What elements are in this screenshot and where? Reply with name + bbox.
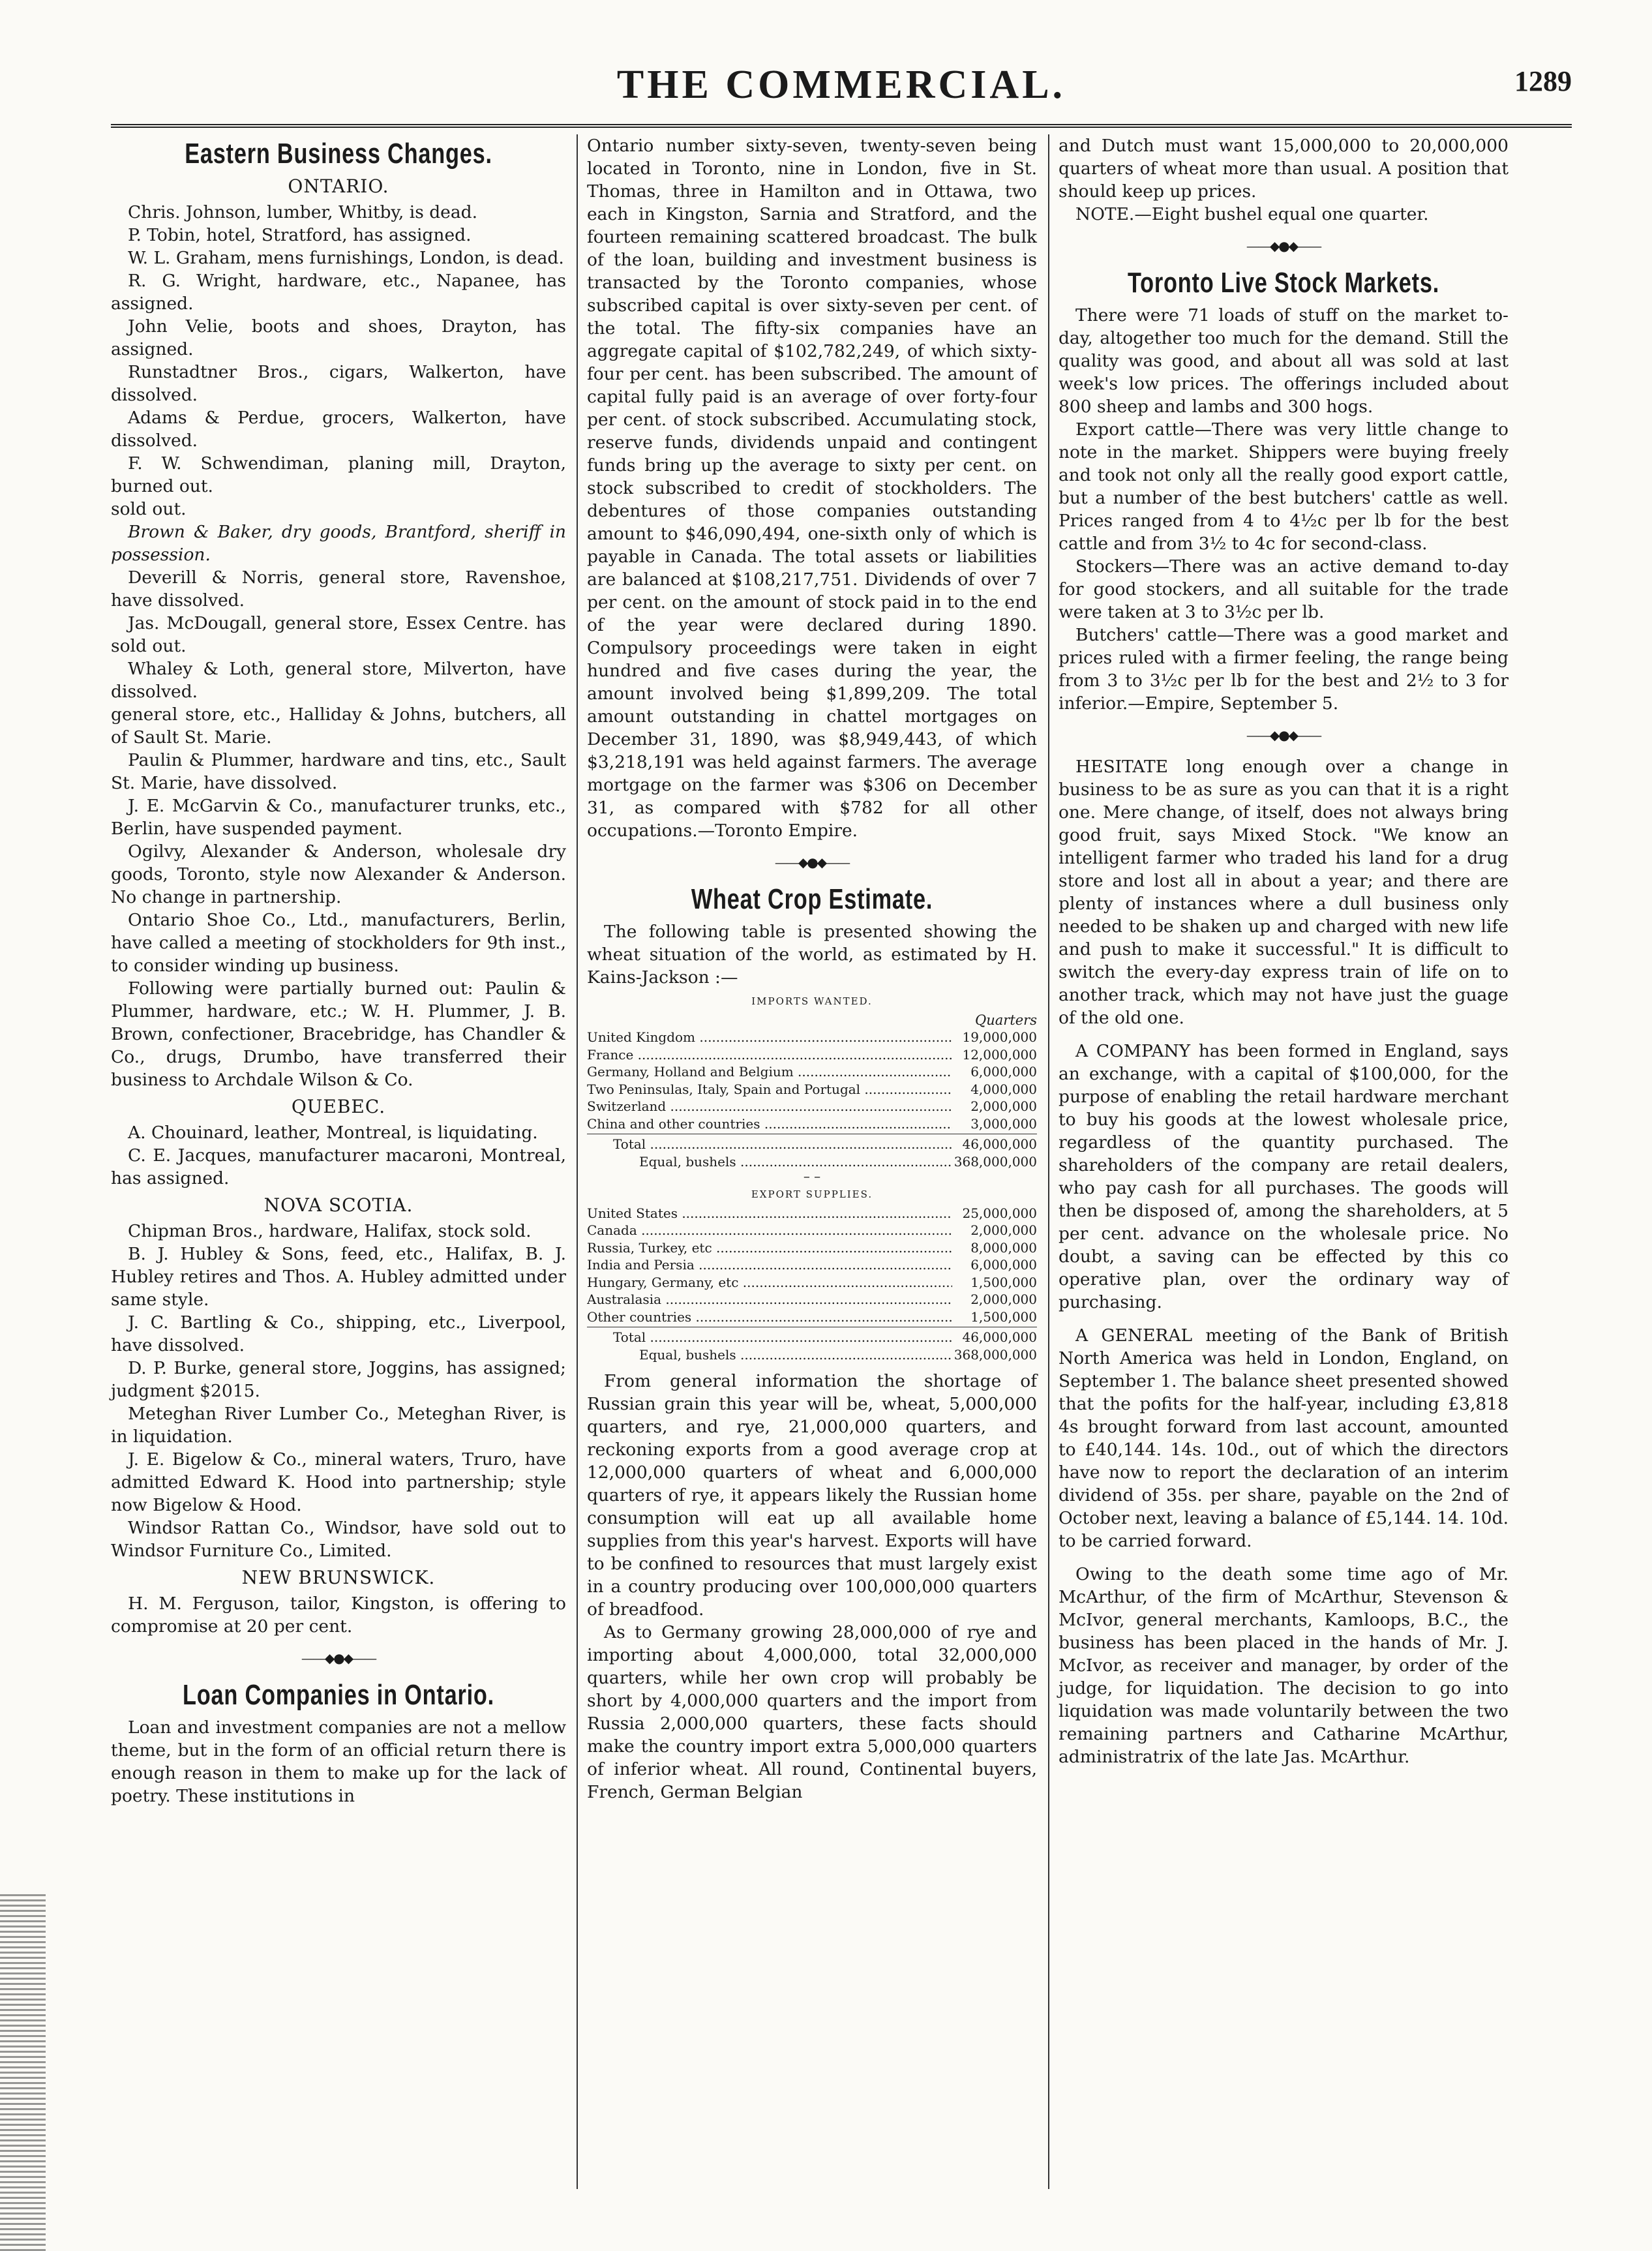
note: NOTE.—Eight bushel equal one quarter. (1075, 204, 1429, 224)
table-row: Germany, Holland and Belgium ..... 6,000,000 (587, 1063, 1037, 1081)
notice: F. W. Schwendiman, planing mill, Drayton, burned out. (111, 453, 566, 496)
subheading-quebec: QUEBEC. (291, 1096, 386, 1117)
notice: Chipman Bros., hardware, Halifax, stock sold. (128, 1221, 532, 1241)
article-paragraph: A COMPANY has been formed in England, says an exchange, with a capital of $100,000, for the purpose of enabling the retail hardware merchant to buy his goods at the lowest wholesale price, regardless of the quantity purchased. The shareholders of the company are retail dealers, who pay cash for all purchases. The goods will then be disposed of, among the shareholders, at 5 per cent. advance on the wholesale price. No doubt, a saving can be effected by this co operative plan, over the ordinary way of purchasing. (1059, 1041, 1509, 1312)
notice: Meteghan River Lumber Co., Meteghan River, is in liquidation. (111, 1404, 566, 1447)
column-divider (577, 134, 578, 2189)
table-row: United States ..... 25,000,000 (587, 1205, 1037, 1222)
section-ornament: ——◆●◆—— (1246, 727, 1321, 743)
table-title-imports: IMPORTS WANTED. (751, 995, 873, 1007)
notice: P. Tobin, hotel, Stratford, has assigned. (128, 225, 472, 245)
notice: John Velie, boots and shoes, Drayton, has assigned. (111, 316, 566, 359)
article-paragraph: From general information the shortage of Russian grain this year will be, wheat, 5,000,000 quarters, and rye, 21,000,000 quarters, and reckoning exports from a good average crop at 12,000,000 quarters of wheat and 6,000,000 quarters of rye, it appears likely the Russian home consumption will eat up all available home supplies from this year's harvest. Exports will have to be confined to resources that must largely exist in a country producing over 100,000,000 quarters of breadfood. (587, 1371, 1037, 1620)
article-paragraph: A GENERAL meeting of the Bank of British North America was held in London, England, on September 1. The balance sheet presented showed that the pofits for the half-year, including £3,818 4s brought forward from last account, amounted to £40,144. 14s. 10d., out of which the directors have now to report the declaration of an interim dividend of 35s. per share, payable on the 2nd of October next, leaving a balance of £5,144. 14. 10d. to be carried forward. (1059, 1325, 1509, 1551)
notice: general store, etc., Halliday & Johns, butchers, all of Sault St. Marie. (111, 704, 566, 748)
table-bushels-row: Equal, bushels ..... 368,000,000 (587, 1153, 1037, 1171)
notice: B. J. Hubley & Sons, feed, etc., Halifax, B. J. Hubley retires and Thos. A. Hubley admitted under same style. (111, 1244, 566, 1310)
notice: sold out. (111, 499, 187, 519)
table-row: United Kingdom ..... 19,000,000 (587, 1029, 1037, 1046)
article-paragraph: Butchers' cattle—There was a good market and prices ruled with a firmer feeling, the range being from 3 to 3½c per lb for the best and 2½ to 3 for inferior.—Empire, September 5. (1059, 625, 1509, 714)
notice: Ogilvy, Alexander & Anderson, wholesale dry goods, Toronto, style now Alexander & Anderson. No change in partnership. (111, 841, 566, 907)
table-bushels-row: Equal, bushels ..... 368,000,000 (587, 1346, 1037, 1364)
notice: W. L. Graham, mens furnishings, London, is dead. (128, 248, 564, 268)
notice: A. Chouinard, leather, Montreal, is liquidating. (128, 1123, 538, 1143)
article-paragraph: Stockers—There was an active demand to-day for good stockers, and all suitable for the trade were taken at 3 to 3½c per lb. (1059, 556, 1509, 622)
notice: J. C. Bartling & Co., shipping, etc., Liverpool, have dissolved. (111, 1312, 566, 1355)
table-row: China and other countries ..... 3,000,000 (587, 1115, 1037, 1133)
masthead (111, 62, 1572, 114)
notice: Whaley & Loth, general store, Milverton, have dissolved. (111, 659, 566, 702)
notice: C. E. Jacques, manufacturer macaroni, Montreal, has assigned. (111, 1145, 566, 1188)
page-number: 1289 (1514, 65, 1572, 97)
notice: H. M. Ferguson, tailor, Kingston, is offering to compromise at 20 per cent. (111, 1594, 566, 1637)
section-heading-wheat: Wheat Crop Estimate. (691, 883, 933, 915)
table-row: India and Persia ..... 6,000,000 (587, 1256, 1037, 1274)
table-row: France ..... 12,000,000 (587, 1046, 1037, 1064)
section-ornament: ——◆●◆—— (774, 854, 850, 870)
header-rule (111, 124, 1572, 128)
notice: R. G. Wright, hardware, etc., Napanee, has assigned. (111, 271, 566, 314)
subheading-nova-scotia: NOVA SCOTIA. (263, 1194, 413, 1216)
table-separator: – – (803, 1168, 821, 1184)
table-row: Russia, Turkey, etc ..... 8,000,000 (587, 1239, 1037, 1257)
subheading-new-brunswick: NEW BRUNSWICK. (241, 1567, 436, 1588)
notice: D. P. Burke, general store, Joggins, has assigned; judgment $2015. (111, 1358, 566, 1401)
notice: Jas. McDougall, general store, Essex Centre. has sold out. (111, 613, 566, 656)
article-paragraph: There were 71 loads of stuff on the market to-day, altogether too much for the demand. Still the quality was good, and about all was sold at last week's low prices. The offerings included about 800 sheep and lambs and 300 hogs. (1059, 305, 1509, 417)
article-paragraph: Export cattle—There was very little change to note in the market. Shippers were buying freely and took not only all the really good export cattle, but a number of the best butchers' cattle as well. Prices ranged from 4 to 4½c per lb for the best cattle and from 3½ to 4c for second-class. (1059, 419, 1509, 554)
section-heading-eastern: Eastern Business Changes. (185, 138, 492, 170)
article-paragraph: HESITATE long enough over a change in business to be as sure as you can that it is a right one. Mere change, of itself, does not always bring good fruit, says Mixed Stock. "We know an intelligent farmer who traded his land for a drug store and lost all in about a year; and there are plenty of instances where a dull business only needed to be shaken up and charged with new life and push to make it successful." It is difficult to switch the every-day express train of life on to another track, which may not have just the guage of the old one. (1059, 757, 1509, 1028)
table-row: Switzerland ..... 2,000,000 (587, 1098, 1037, 1115)
article-paragraph: Ontario number sixty-seven, twenty-seven being located in Toronto, nine in London, five in St. Thomas, three in Hamilton and in Ottawa, two each in Kingston, Sarnia and Stratford, and the fourteen remaining scattered broadcast. The bulk of the loan, building and investment business is transacted by the Toronto companies, whose subscribed capital is over sixty-seven per cent. of the total. The fifty-six companies have an aggregate capital of $102,782,249, of which sixty-four per cent. has been subscribed. The amount of capital fully paid is an average of over forty-four per cent. of stock subscribed. Accumulating stock, reserve funds, dividends unpaid and contingent funds bring up the average to sixty per cent. on stock subscribed to credit of stockholders. The debentures of those companies outstanding amount to $46,090,494, one-sixth only of which is payable in Canada. The total assets or liabilities are balanced at $108,217,751. Dividends of over 7 per cent. on the amount of stock paid in to the end of the year were declared during 1890. Compulsory proceedings were taken in eight hundred and five cases during the year, the amount involved being $1,899,209. The total amount outstanding in chattel mortgages on December 31, 1890, was $8,949,443, of which $3,218,191 was held against farmers. The average mortgage on the farmer was $306 on December 31, as compared with $782 for all other occupations.—Toronto Empire. (587, 136, 1037, 841)
notice: J. E. McGarvin & Co., manufacturer trunks, etc., Berlin, have suspended payment. (111, 796, 566, 839)
section-ornament: ——◆●◆—— (301, 1650, 376, 1666)
notice: Chris. Johnson, lumber, Whitby, is dead. (128, 202, 478, 222)
column-3 (1059, 134, 1509, 2189)
table-title-exports: EXPORT SUPPLIES. (751, 1188, 873, 1200)
table-row: Two Peninsulas, Italy, Spain and Portugal ..... 4,000,000 (587, 1081, 1037, 1098)
notice: J. E. Bigelow & Co., mineral waters, Truro, have admitted Edward K. Hood into partnership; style now Bigelow & Hood. (111, 1449, 566, 1515)
section-ornament: ——◆●◆—— (1246, 238, 1321, 254)
notice: Brown & Baker, dry goods, Brantford, sheriff in possession. (111, 522, 566, 565)
notice: Deverill & Norris, general store, Ravenshoe, have dissolved. (111, 567, 566, 611)
notice: Following were partially burned out: Paulin & Plummer, hardware, etc.; W. H. Plummer, J. B. Brown, confectioner, Bracebridge, has Chandler & Co., drugs, Drumbo, have transferred their business to Archdale Wilson & Co. (111, 978, 566, 1090)
section-heading-livestock: Toronto Live Stock Markets. (1127, 267, 1440, 299)
notice: Ontario Shoe Co., Ltd., manufacturers, Berlin, have called a meeting of stockholders for 9th inst., to consider winding up business. (111, 910, 566, 976)
section-heading-loan: Loan Companies in Ontario. (183, 1679, 494, 1711)
notice: Windsor Rattan Co., Windsor, have sold out to Windsor Furniture Co., Limited. (111, 1518, 566, 1561)
newspaper-title: THE COMMERCIAL. (616, 63, 1066, 107)
table-total-row: Total ..... 46,000,000 (587, 1134, 1037, 1153)
notice: Paulin & Plummer, hardware and tins, etc., Sault St. Marie, have dissolved. (111, 750, 566, 793)
column-1 (111, 134, 566, 2189)
table-row: Other countries ..... 1,500,000 (587, 1308, 1037, 1326)
notice: Adams & Perdue, grocers, Walkerton, have dissolved. (111, 408, 566, 451)
subheading-ontario: ONTARIO. (288, 175, 389, 197)
column-header-quarters: Quarters (975, 1012, 1037, 1028)
table-row: Australasia ..... 2,000,000 (587, 1291, 1037, 1308)
article-paragraph: Loan and investment companies are not a mellow theme, but in the form of an official return there is enough reason in them to make up for the lack of poetry. These institutions in (111, 1717, 566, 1806)
notice: Runstadtner Bros., cigars, Walkerton, have dissolved. (111, 362, 566, 405)
article-paragraph: As to Germany growing 28,000,000 of rye and importing about 4,000,000, total 32,000,000 quarters, while her own crop will probably be short by 4,000,000 quarters and the import from Russia 2,000,000 quarters, these facts should make the country import extra 5,000,000 quarters of inferior wheat. All round, Continental buyers, French, German Belgian (587, 1622, 1037, 1802)
article-paragraph: and Dutch must want 15,000,000 to 20,000,000 quarters of wheat more than usual. A position that should keep up prices. (1059, 136, 1509, 202)
article-paragraph: The following table is presented showing the wheat situation of the world, as estimated by H. Kains-Jackson :— (587, 922, 1037, 988)
table-row: Canada ..... 2,000,000 (587, 1222, 1037, 1239)
wheat-table (587, 993, 1037, 1363)
table-row: Hungary, Germany, etc ..... 1,500,000 (587, 1274, 1037, 1292)
column-2 (587, 134, 1037, 2189)
column-divider (1048, 134, 1049, 2189)
binding-edge (0, 1892, 46, 2251)
table-total-row: Total ..... 46,000,000 (587, 1327, 1037, 1346)
article-paragraph: Owing to the death some time ago of Mr. McArthur, of the firm of McArthur, Stevenson & McIvor, general merchants, Kamloops, B.C., the business has been placed in the hands of Mr. J. McIvor, as receiver and manager, by order of the judge, for liquidation. The decision to go into liquidation was made voluntarily between the two remaining partners and Catharine McArthur, administratrix of the late Jas. McArthur. (1059, 1564, 1509, 1767)
